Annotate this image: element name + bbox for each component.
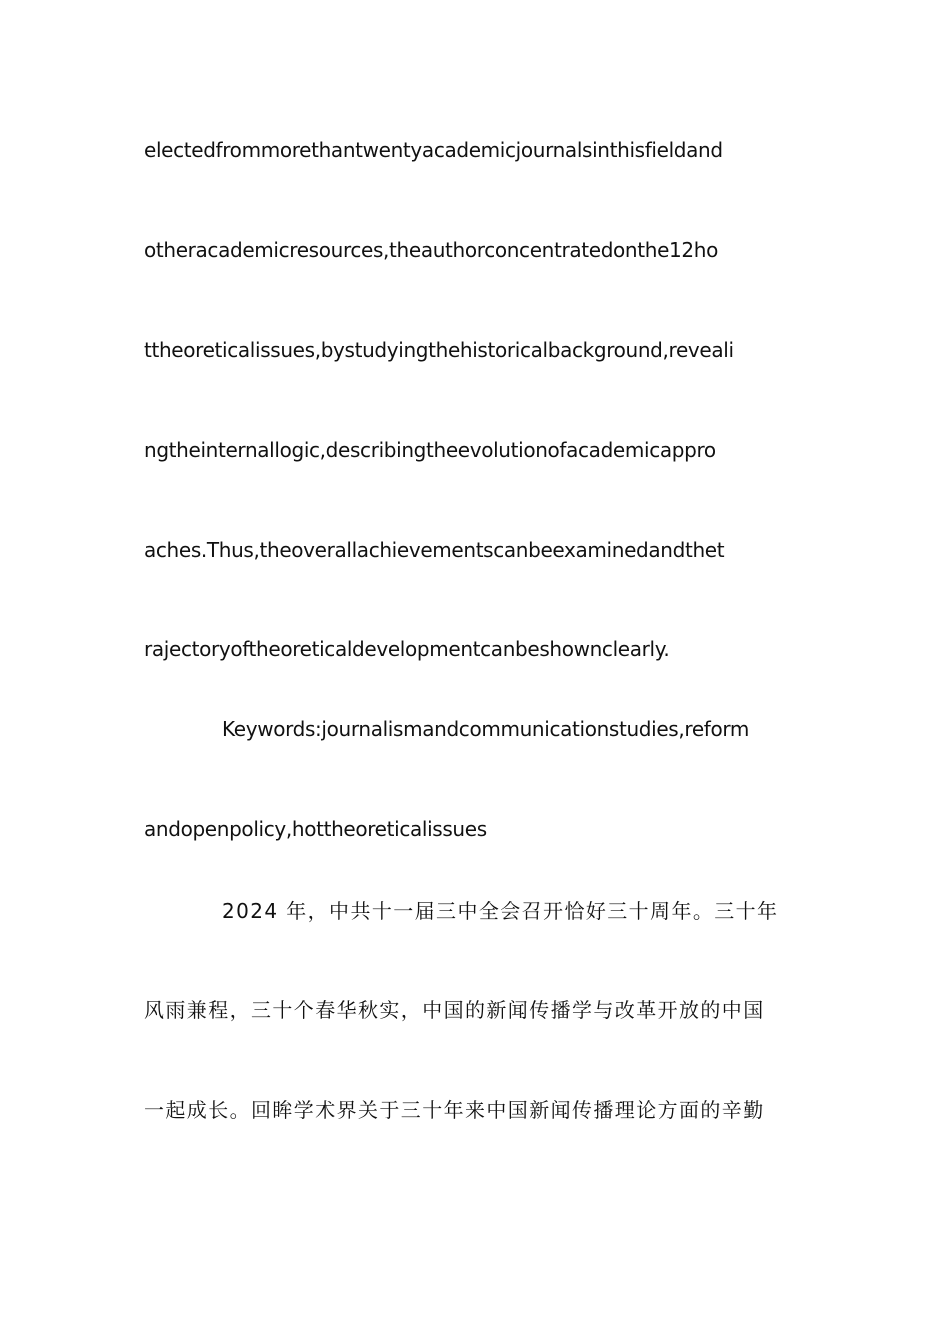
body-paragraph-line-3: 一起成长。回眸学术界关于三十年来中国新闻传播理论方面的辛勤 bbox=[144, 1098, 765, 1122]
abstract-line-3: ttheoreticalissues,bystudyingthehistoricalbackground,reveali bbox=[144, 338, 734, 362]
abstract-line-2: otheracademicresources,theauthorconcentratedonthe12ho bbox=[144, 238, 718, 262]
body-paragraph-line-2: 风雨兼程，三十个春华秋实，中国的新闻传播学与改革开放的中国 bbox=[144, 998, 765, 1022]
keywords-line-1: Keywords:journalismandcommunicationstudies,reform bbox=[222, 717, 750, 741]
abstract-line-1: electedfrommorethantwentyacademicjournalsinthisfieldand bbox=[144, 138, 723, 162]
body-paragraph-line-1: 2024 年，中共十一届三中全会召开恰好三十周年。三十年 bbox=[222, 899, 779, 923]
abstract-line-4: ngtheinternallogic,describingtheevolutionofacademicappro bbox=[144, 438, 716, 462]
abstract-line-6: rajectoryoftheoreticaldevelopmentcanbeshownclearly. bbox=[144, 637, 670, 661]
keywords-line-2: andopenpolicy,hottheoreticalissues bbox=[144, 817, 487, 841]
abstract-line-5: aches.Thus,theoverallachievementscanbeexaminedandthet bbox=[144, 538, 725, 562]
